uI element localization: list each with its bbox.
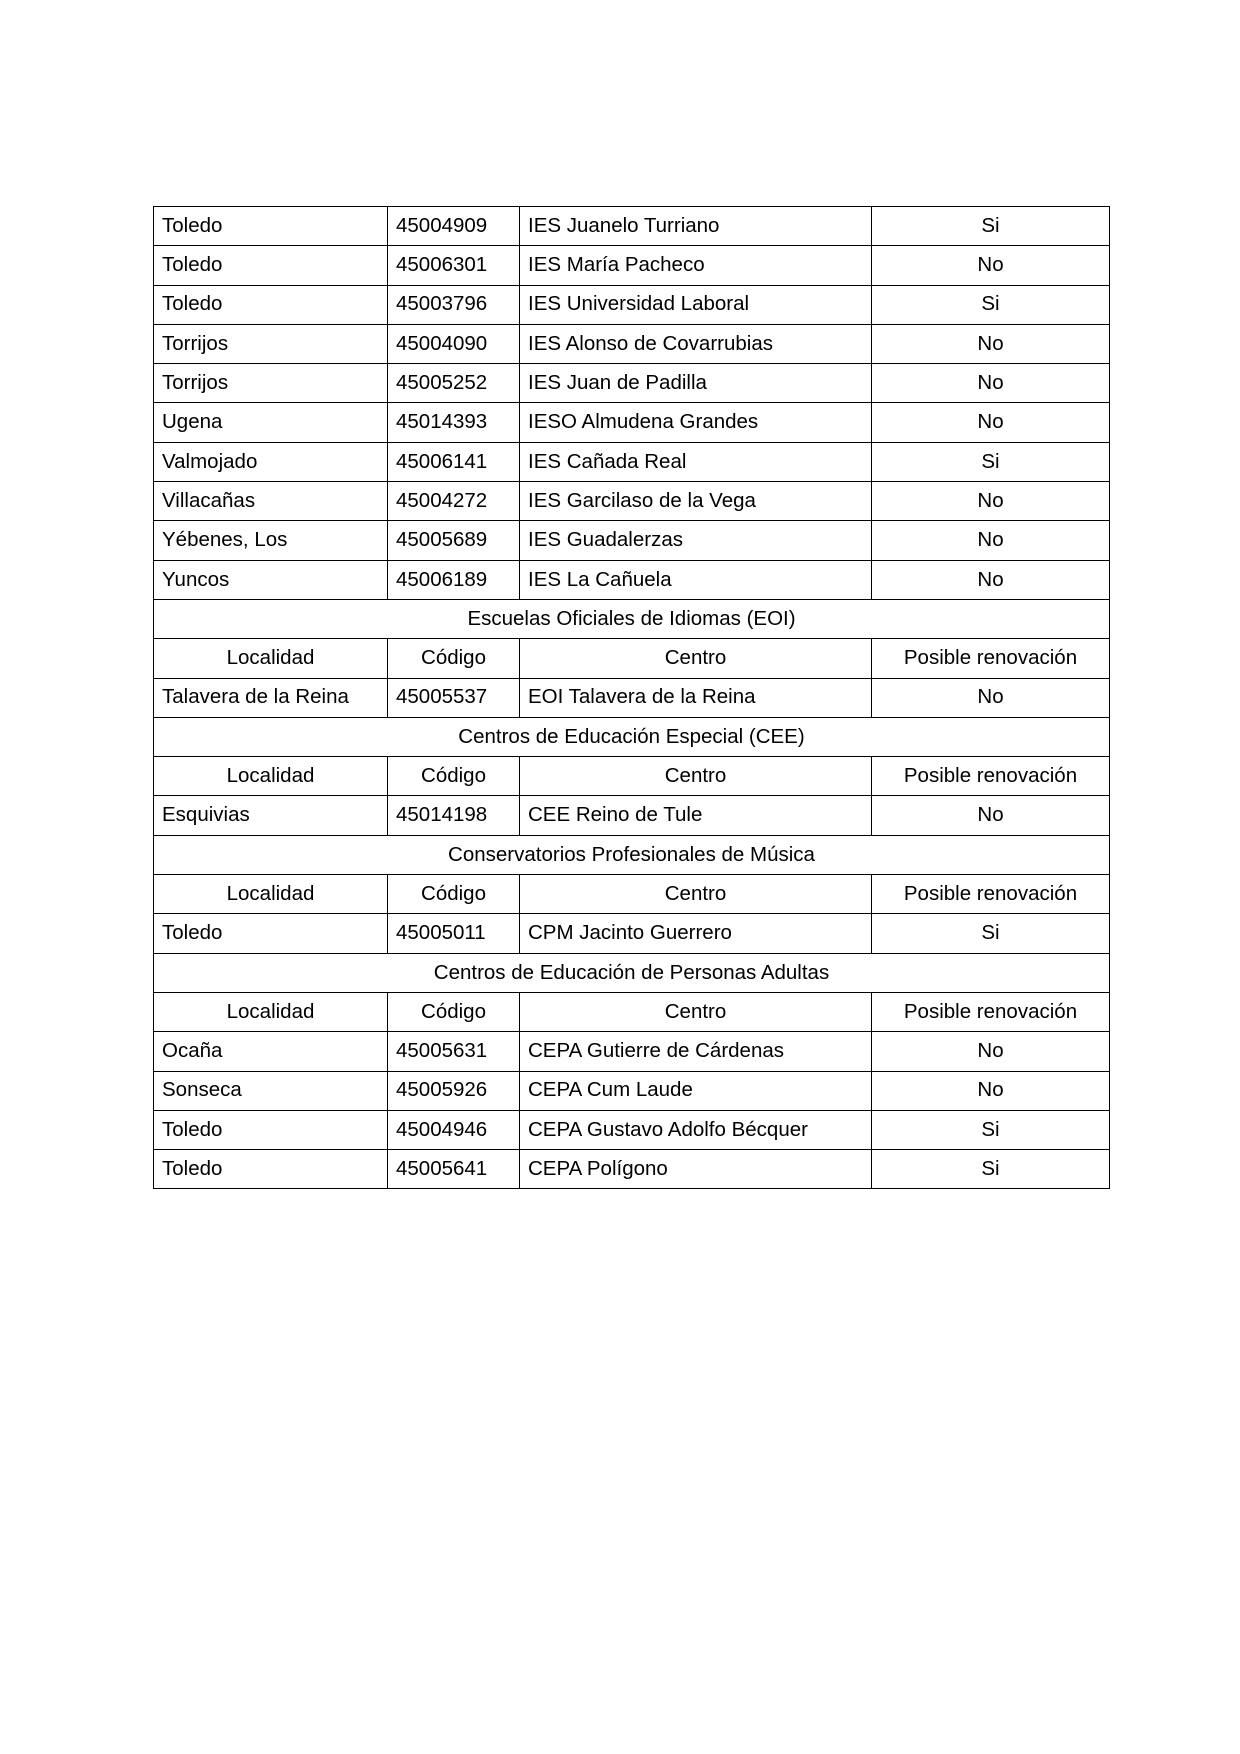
renovacion-cell: No [872,482,1110,521]
localidad-cell: Torrijos [154,324,388,363]
section-title: Centros de Educación de Personas Adultas [154,953,1110,992]
table-row [154,482,1110,521]
codigo-cell: 45004090 [388,324,520,363]
renovacion-cell: No [872,1071,1110,1110]
renovacion-cell: Si [872,1150,1110,1189]
renovacion-cell: No [872,678,1110,717]
renovacion-cell: No [872,403,1110,442]
renovacion-cell: Si [872,914,1110,953]
centro-cell: IES Universidad Laboral [520,285,872,324]
localidad-cell: Yébenes, Los [154,521,388,560]
column-header-row [154,992,1110,1031]
localidad-cell: Esquivias [154,796,388,835]
header-centro: Centro [520,757,872,796]
header-renovacion: Posible renovación [872,992,1110,1031]
renovacion-cell: No [872,364,1110,403]
codigo-cell: 45005631 [388,1032,520,1071]
codigo-cell: 45005926 [388,1071,520,1110]
section-title-row [154,599,1110,638]
centro-cell: CEPA Gustavo Adolfo Bécquer [520,1110,872,1149]
renovacion-cell: No [872,521,1110,560]
table-row [154,246,1110,285]
table-row [154,796,1110,835]
table-row [154,442,1110,481]
renovacion-cell: No [872,1032,1110,1071]
codigo-cell: 45006189 [388,560,520,599]
localidad-cell: Villacañas [154,482,388,521]
centro-cell: IES Guadalerzas [520,521,872,560]
localidad-cell: Ugena [154,403,388,442]
centros-table [153,206,1110,1189]
centro-cell: IES La Cañuela [520,560,872,599]
table-row [154,1150,1110,1189]
localidad-cell: Toledo [154,1150,388,1189]
codigo-cell: 45005689 [388,521,520,560]
codigo-cell: 45004909 [388,207,520,246]
table-row [154,1110,1110,1149]
centro-cell: CPM Jacinto Guerrero [520,914,872,953]
header-codigo: Código [388,639,520,678]
renovacion-cell: No [872,796,1110,835]
header-localidad: Localidad [154,757,388,796]
centro-cell: EOI Talavera de la Reina [520,678,872,717]
renovacion-cell: Si [872,207,1110,246]
renovacion-cell: No [872,324,1110,363]
codigo-cell: 45005641 [388,1150,520,1189]
codigo-cell: 45005252 [388,364,520,403]
renovacion-cell: Si [872,442,1110,481]
codigo-cell: 45014393 [388,403,520,442]
localidad-cell: Toledo [154,285,388,324]
localidad-cell: Yuncos [154,560,388,599]
table-row [154,1032,1110,1071]
centro-cell: IES Alonso de Covarrubias [520,324,872,363]
centro-cell: IES María Pacheco [520,246,872,285]
codigo-cell: 45005537 [388,678,520,717]
centro-cell: IES Juanelo Turriano [520,207,872,246]
centro-cell: IES Cañada Real [520,442,872,481]
table-row [154,914,1110,953]
codigo-cell: 45006141 [388,442,520,481]
codigo-cell: 45004272 [388,482,520,521]
table-body [154,207,1110,1189]
localidad-cell: Toledo [154,246,388,285]
column-header-row [154,757,1110,796]
header-centro: Centro [520,992,872,1031]
codigo-cell: 45014198 [388,796,520,835]
renovacion-cell: Si [872,285,1110,324]
localidad-cell: Ocaña [154,1032,388,1071]
section-title: Conservatorios Profesionales de Música [154,835,1110,874]
codigo-cell: 45006301 [388,246,520,285]
renovacion-cell: No [872,560,1110,599]
header-codigo: Código [388,875,520,914]
centro-cell: CEE Reino de Tule [520,796,872,835]
section-title-row [154,953,1110,992]
column-header-row [154,639,1110,678]
column-header-row [154,875,1110,914]
table-row [154,1071,1110,1110]
table-row [154,364,1110,403]
header-renovacion: Posible renovación [872,757,1110,796]
section-title: Escuelas Oficiales de Idiomas (EOI) [154,599,1110,638]
header-renovacion: Posible renovación [872,875,1110,914]
renovacion-cell: Si [872,1110,1110,1149]
centro-cell: IESO Almudena Grandes [520,403,872,442]
section-title: Centros de Educación Especial (CEE) [154,717,1110,756]
codigo-cell: 45005011 [388,914,520,953]
localidad-cell: Sonseca [154,1071,388,1110]
renovacion-cell: No [872,246,1110,285]
centro-cell: CEPA Gutierre de Cárdenas [520,1032,872,1071]
localidad-cell: Toledo [154,207,388,246]
header-codigo: Código [388,757,520,796]
header-centro: Centro [520,639,872,678]
localidad-cell: Valmojado [154,442,388,481]
centro-cell: IES Garcilaso de la Vega [520,482,872,521]
table-row [154,521,1110,560]
centro-cell: CEPA Cum Laude [520,1071,872,1110]
localidad-cell: Toledo [154,1110,388,1149]
centro-cell: IES Juan de Padilla [520,364,872,403]
table-row [154,285,1110,324]
table-row [154,678,1110,717]
codigo-cell: 45003796 [388,285,520,324]
header-localidad: Localidad [154,992,388,1031]
header-codigo: Código [388,992,520,1031]
table-row [154,560,1110,599]
section-title-row [154,717,1110,756]
centro-cell: CEPA Polígono [520,1150,872,1189]
section-title-row [154,835,1110,874]
codigo-cell: 45004946 [388,1110,520,1149]
localidad-cell: Torrijos [154,364,388,403]
header-localidad: Localidad [154,639,388,678]
table-row [154,324,1110,363]
header-centro: Centro [520,875,872,914]
table-row [154,403,1110,442]
table-row [154,207,1110,246]
header-renovacion: Posible renovación [872,639,1110,678]
localidad-cell: Talavera de la Reina [154,678,388,717]
header-localidad: Localidad [154,875,388,914]
localidad-cell: Toledo [154,914,388,953]
